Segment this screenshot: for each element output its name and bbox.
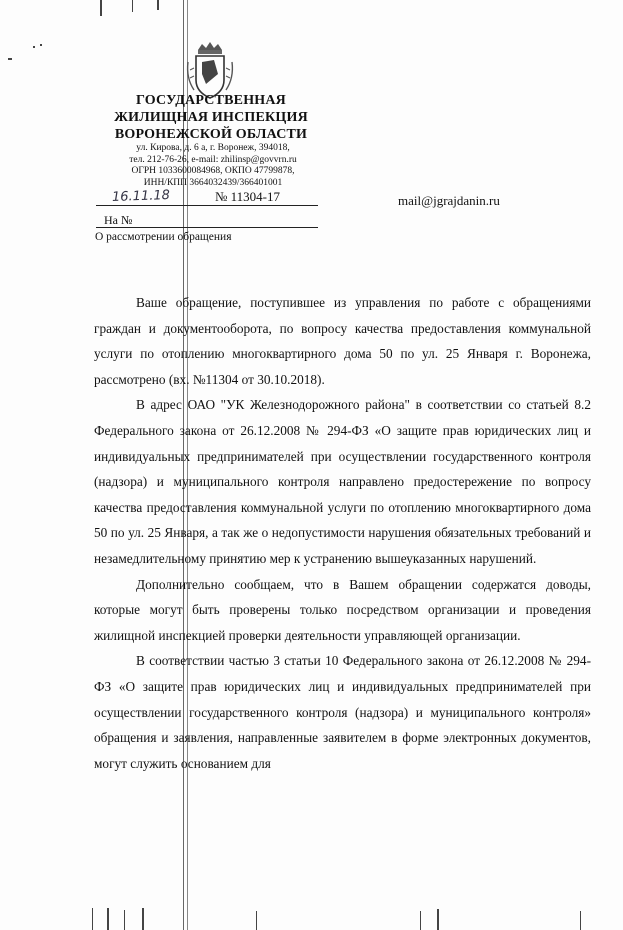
registration-underline: [96, 205, 318, 206]
scan-dot-3: [40, 44, 42, 46]
body-paragraph-3: Дополнительно сообщаем, что в Вашем обращении содержатся доводы, которые могут быть проверены только посредством организации и проведения жилищной инспекцией проверки деятельности управляющей организации.: [94, 576, 591, 643]
registration-date: 16.11.18: [111, 187, 171, 206]
scan-mark-bottom-3: [124, 910, 125, 930]
org-address: ул. Кирова, д. 6 а, г. Воронеж, 394018,: [136, 143, 290, 153]
org-phone-email: тел. 212-76-26, e-mail: zhilinsp@govvrn.ru: [129, 154, 297, 165]
scan-mark-bottom-8: [580, 911, 581, 930]
registration-number: № 11304-17: [215, 189, 280, 204]
reference-number-label: На №: [104, 213, 133, 227]
scan-mark-bottom-5: [256, 911, 257, 930]
body-paragraph-2: В адрес ОАО "УК Железнодорожного района" в соответствии со статьей 8.2 Федерального закона от 26.12.2008 № 294-ФЗ «О защите прав юридических лиц и индивидуальных предпринимателей при осуществлении государственного контроля (надзора) и муниципального контроля направлено предостережение по вопросу качества предоставления коммунальной услуги по отоплению многоквартирного дома 50 по ул. 25 Января, а так же о недопустимости нарушения обязательных требований и незамедлительному принятию мер к устранению вышеуказанных нарушений.: [94, 397, 591, 566]
org-ogrn: ОГРН 1033600084968, ОКПО 47799878,: [131, 166, 295, 176]
organization-name: [96, 92, 326, 143]
scan-mark-bottom-7: [437, 909, 439, 930]
scan-dot-1: [8, 58, 12, 60]
organization-contacts: [108, 143, 318, 189]
letter-body: [94, 290, 591, 776]
body-paragraph-1: Ваше обращение, поступившее из управления по работе с обращениями граждан и документооборота, по вопросу качества предоставления коммунальной услуги по отоплению многоквартирного дома 50 по ул. 25 Января г. Воронежа, рассмотрено (вх. №11304 от 30.10.2018).: [94, 295, 591, 387]
scan-mark-bottom-2: [107, 908, 109, 930]
scan-mark-bottom-4: [142, 908, 144, 930]
letter-subject: О рассмотрении обращения: [95, 231, 232, 243]
scan-mark-top-3: [157, 0, 159, 10]
body-paragraph-4: В соответствии частью 3 статьи 10 Федерального закона от 26.12.2008 № 294-ФЗ «О защите прав юридических лиц и индивидуальных предпринимателей при осуществлении государственного контроля (надзора) и муниципального контроля» обращения и заявления, направленные заявителем в форме электронных документов, могут служить основанием для: [94, 653, 591, 771]
org-line-2: ЖИЛИЩНАЯ ИНСПЕКЦИЯ: [114, 110, 308, 125]
scan-mark-bottom-1: [92, 908, 93, 930]
org-line-3: ВОРОНЕЖСКОЙ ОБЛАСТИ: [114, 127, 308, 142]
scan-dot-2: [33, 46, 35, 48]
org-line-1: ГОСУДАРСТВЕННАЯ: [136, 93, 286, 108]
org-inn: ИНН/КПП 3664032439/366401001: [143, 177, 283, 188]
scan-mark-top-2: [132, 0, 133, 12]
recipient-email: mail@jgrajdanin.ru: [398, 193, 500, 208]
scan-mark-bottom-6: [420, 911, 421, 930]
reference-underline: [96, 227, 318, 228]
scan-mark-top-1: [100, 0, 102, 16]
